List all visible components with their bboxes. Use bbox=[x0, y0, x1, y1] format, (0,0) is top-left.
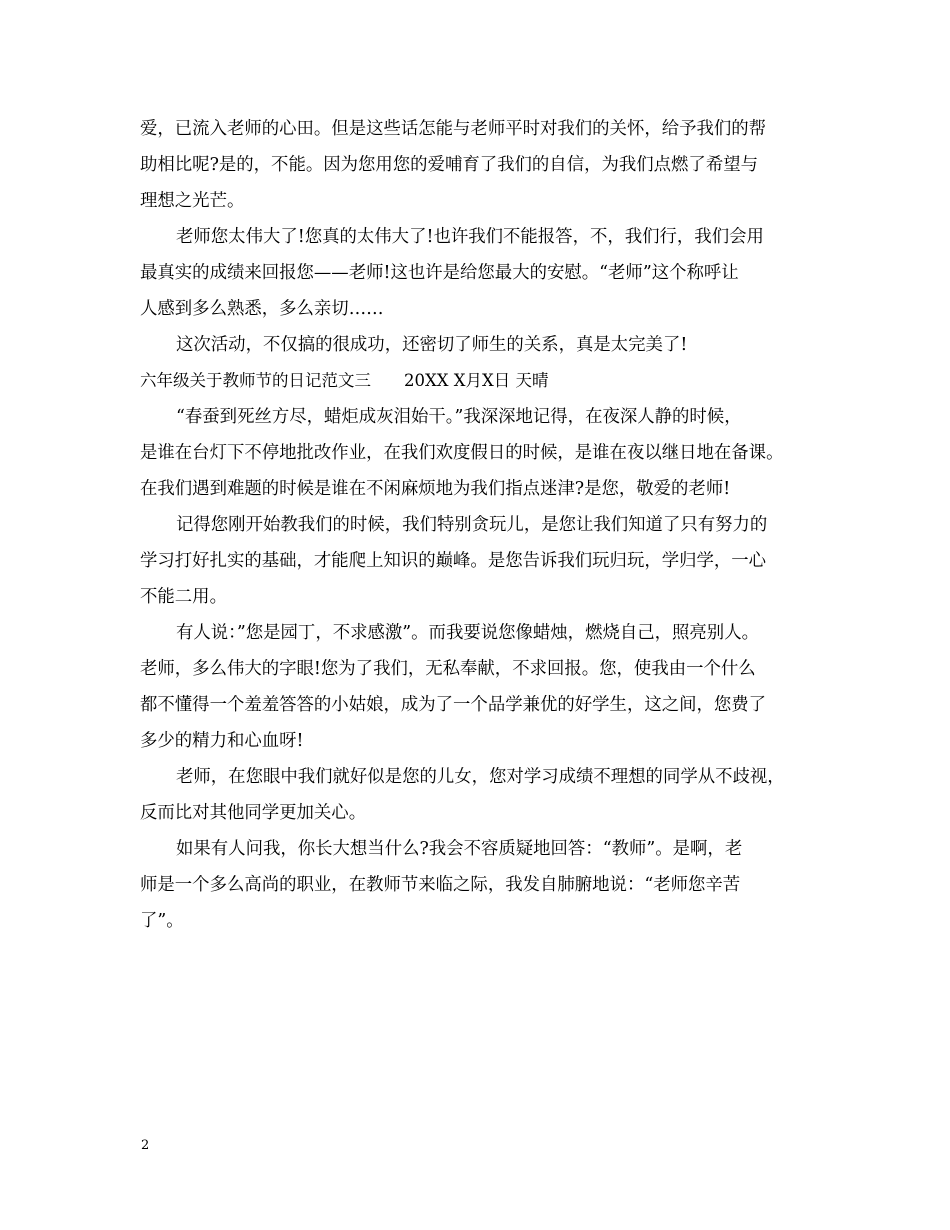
paragraph-start: 这次活动，不仅搞的很成功，还密切了师生的关系，真是太完美了! bbox=[176, 335, 688, 355]
text-line: 理想之光芒。 bbox=[140, 191, 245, 211]
text-line: 多少的精力和心血呀! bbox=[140, 731, 304, 751]
paragraph-start: “春蚕到死丝方尽，蜡炬成灰泪始干。”我深深地记得，在夜深人静的时候， bbox=[176, 407, 742, 427]
text-line: 是谁在台灯下不停地批改作业，在我们欢度假日的时候，是谁在夜以继日地在备课。 bbox=[140, 443, 784, 463]
text-line: 了”。 bbox=[140, 911, 184, 931]
text-line: 爱，已流入老师的心田。但是这些话怎能与老师平时对我们的关怀，给予我们的帮 bbox=[140, 119, 767, 139]
text-line: 老师，多么伟大的字眼!您为了我们，无私奉献，不求回报。您，使我由一个什么 bbox=[140, 659, 756, 679]
text-line: 在我们遇到难题的时候是谁在不闲麻烦地为我们指点迷津?是您，敬爱的老师! bbox=[140, 479, 731, 499]
text-line: 人感到多么熟悉，多么亲切…… bbox=[140, 299, 384, 319]
text-line: 学习打好扎实的基础，才能爬上知识的巅峰。是您告诉我们玩归玩，学归学，一心 bbox=[140, 551, 767, 571]
document-body bbox=[140, 111, 810, 939]
paragraph-start: 如果有人问我，你长大想当什么?我会不容质疑地回答：“教师”。是啊，老 bbox=[176, 839, 743, 859]
paragraph-start: 老师，在您眼中我们就好似是您的儿女，您对学习成绩不理想的同学从不歧视， bbox=[176, 767, 785, 787]
text-line: 助相比呢?是的，不能。因为您用您的爱哺育了我们的自信，为我们点燃了希望与 bbox=[140, 155, 758, 175]
paragraph-start: 记得您刚开始教我们的时候，我们特别贪玩儿，是您让我们知道了只有努力的 bbox=[176, 515, 768, 535]
paragraph-start: 有人说：”您是园丁，不求感激”。而我要说您像蜡烛，燃烧自己，照亮别人。 bbox=[176, 623, 759, 643]
page-number: 2 bbox=[141, 1138, 150, 1153]
text-line: 不能二用。 bbox=[140, 587, 227, 607]
text-line: 都不懂得一个羞羞答答的小姑娘，成为了一个品学兼优的好学生，这之间，您费了 bbox=[140, 695, 767, 715]
text-line: 最真实的成绩来回报您——老师!这也许是给您最大的安慰。“老师”这个称呼让 bbox=[140, 263, 739, 283]
text-line: 师是一个多么高尚的职业，在教师节来临之际，我发自肺腑地说：“老师您辛苦 bbox=[140, 875, 741, 895]
text-line: 反而比对其他同学更加关心。 bbox=[140, 803, 367, 823]
paragraph-start: 老师您太伟大了!您真的太伟大了!也许我们不能报答，不，我们行，我们会用 bbox=[176, 227, 764, 247]
section-heading: 六年级关于教师节的日记范文三 20XX X月X日 天晴 bbox=[140, 371, 549, 390]
